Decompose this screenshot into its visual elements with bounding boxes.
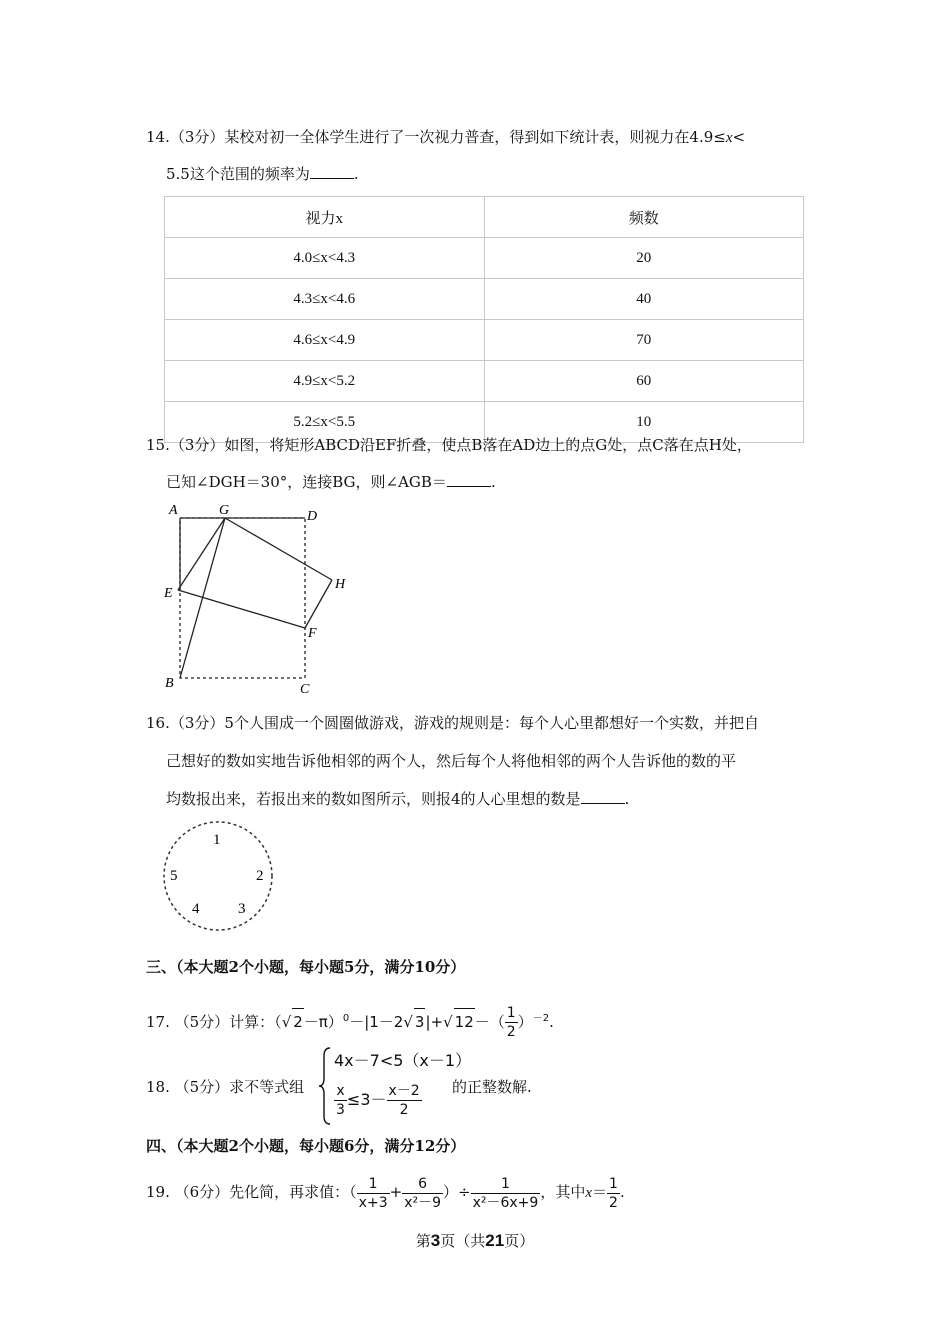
row-count: 70 [484,320,804,361]
rectangle-abcd [180,518,305,678]
frac-num: 1 [506,1005,516,1021]
q15-line2 [166,471,496,493]
row-range: 4.3≤x<4.6 [165,279,485,320]
q19-var: x [585,1185,592,1201]
label-g: G [219,503,230,518]
answer-blank [310,164,354,179]
sqrt-12: 12 [454,1008,475,1035]
segment-ef [178,590,305,628]
q14-var: x [725,130,733,146]
frac-den: 2 [609,1194,618,1211]
q18-suffix: 的正整数解. [452,1078,532,1096]
circle-number-2: 2 [256,868,264,884]
fold-diagram [160,498,360,700]
label-e: E [164,586,173,601]
header-frequency: 频数 [484,197,804,238]
q19 [146,1172,625,1213]
q14-line1 [146,126,745,149]
frac-num: x [334,1082,347,1101]
q19-plus: + [389,1183,403,1201]
q14-period: . [353,165,359,183]
circle-number-1: 1 [213,832,221,848]
total-pages: 21 [485,1231,505,1250]
q18-prefix: 18. （5分）求不等式组 [146,1078,305,1096]
segment-hf [305,580,332,628]
q14-text2: 5.5这个范围的频率为 [166,165,310,183]
label-b: B [165,676,174,691]
q17-prefix: 17. （5分）计算： [146,1013,275,1031]
row-range: 4.6≤x<4.9 [165,320,485,361]
section-4-heading: 四、（本大题2个小题，每小题6分，满分12分） [146,1137,466,1155]
row-count: 40 [484,279,804,320]
q16-line1: 16.（3分）5个人围成一个圆圈做游戏，游戏的规则是：每个人心里都想好一个实数，并把自 [146,714,759,732]
q17 [146,1004,554,1041]
label-c: C [300,682,310,697]
label-f: F [308,626,317,641]
segment-gh [225,518,332,580]
page-footer [0,1230,950,1251]
circle-number-3: 3 [238,901,246,917]
q17-part3: |+ [425,1013,444,1031]
q14-lt: < [732,128,746,146]
frac-den: 2 [399,1102,409,1118]
q17-part4: －（ [474,1013,505,1031]
sqrt-3: 3 [414,1008,426,1035]
header-vision: 视力x [165,197,485,238]
q16-period: . [624,790,630,808]
frac-den: x²－6x+9 [472,1194,539,1211]
label-h: H [335,577,346,592]
table-row [165,238,804,279]
exp-0: 0 [342,1013,350,1024]
q14-line2 [166,163,359,185]
answer-blank [581,789,625,804]
vision-table [164,196,804,443]
answer-blank [447,472,491,487]
circle-diagram [160,818,280,934]
q17-part2: －|1－2 [349,1013,404,1031]
inequality-2 [334,1082,422,1119]
exp-neg2: －2 [532,1013,550,1024]
q19-div: ）÷ [443,1183,471,1201]
footer-pre: 第 [415,1232,431,1250]
row-count: 60 [484,361,804,402]
row-count: 10 [484,402,804,443]
label-a: A [169,503,178,518]
table-row [165,361,804,402]
q17-part5: ） [517,1013,533,1031]
label-d: D [307,509,318,524]
fraction-x-3 [334,1082,347,1119]
row-count: 20 [484,238,804,279]
q15-line1: 15.（3分）如图，将矩形ABCD沿EF折叠，使点B落在AD边上的点G处，点C落在点H处， [146,436,752,454]
frac-den: 3 [336,1102,345,1118]
q17-minus-pi: －π） [303,1013,343,1031]
row-range: 4.9≤x<5.2 [165,361,485,402]
frac-num: 1 [471,1175,541,1194]
circle-number-4: 4 [192,901,200,917]
fraction-half [505,1004,518,1041]
frac-num: 6 [402,1175,443,1194]
circle-number-5: 5 [170,868,178,884]
sqrt-2: 2 [292,1008,304,1035]
page-number: 3 [430,1231,441,1250]
q15-text2: 已知∠DGH＝30°，连接BG，则∠AGB＝ [166,473,447,491]
inequality-1: 4x－7<5（x－1） [334,1051,472,1070]
q16-line2: 己想好的数如实地告诉他相邻的两个人，然后每个人将他相邻的两个人告诉他的数的平 [166,752,737,770]
q14-text1: 14.（3分）某校对初一全体学生进行了一次视力普查，得到如下统计表，则视力在4.9≤ [146,128,726,146]
q19-prefix: 19. （6分）先化简，再求值：（ [146,1183,357,1201]
q17-paren-open: （ [274,1013,282,1031]
fraction-1-quadratic [471,1175,541,1212]
frac-num: 1 [609,1175,618,1192]
fraction-half [607,1175,620,1212]
table-row [165,279,804,320]
frac-num: x－2 [388,1083,420,1099]
q15-period: . [490,473,496,491]
frac-num: 1 [357,1175,390,1194]
row-range: 4.0≤x<4.3 [165,238,485,279]
q18-mid: ≤3－ [346,1090,387,1109]
q16-text3: 均数报出来，若报出来的数如图所示，则报4的人心里想的数是 [166,790,581,808]
table-header-row [165,197,804,238]
frac-den: x²－9 [404,1194,441,1211]
q19-end: . [619,1183,625,1201]
q19-where: ，其中 [540,1183,586,1201]
fraction-x-2 [387,1082,422,1119]
frac-den: 2 [506,1024,516,1040]
table-row [165,320,804,361]
q17-expr: （√ 2－π）$^0$－|1－2√ 3|+√ 12－（ $\frac{1}{2}$ ）$^{-2}$. [274,1005,554,1040]
system-brace [318,1046,332,1126]
frac-den: x+3 [358,1194,388,1211]
fraction-6-x29 [402,1175,443,1212]
footer-post: 页） [504,1232,535,1250]
segment-ge [178,518,225,590]
q17-end: . [549,1013,554,1031]
section-3-heading: 三、（本大题2个小题，每小题5分，满分10分） [146,958,466,976]
row-range: 5.2≤x<5.5 [165,402,485,443]
q16-line3 [166,788,629,810]
footer-mid: 页（共 [440,1232,486,1250]
q19-eq: ＝ [592,1183,608,1201]
fraction-1-x3 [357,1175,390,1212]
